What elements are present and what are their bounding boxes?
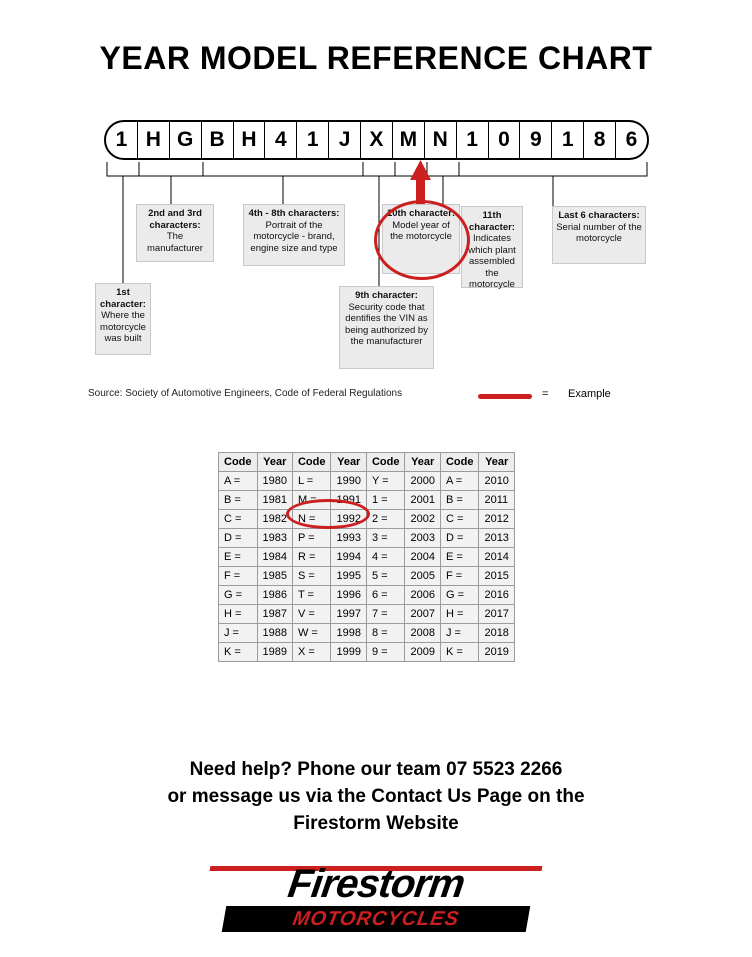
vin-char: G [170, 122, 202, 158]
cell-year-highlighted: 1991 [331, 491, 366, 510]
cell-year: 1990 [331, 472, 366, 491]
callout-first-character [95, 283, 151, 355]
cell-code: R = [292, 548, 331, 567]
cell-code: 1 = [366, 491, 405, 510]
cell-year: 1999 [331, 643, 366, 662]
cell-code: 2 = [366, 510, 405, 529]
cell-code: D = [440, 529, 479, 548]
cell-code: 9 = [366, 643, 405, 662]
cell-code: N = [292, 510, 331, 529]
cell-year: 1992 [331, 510, 366, 529]
table-row [219, 529, 515, 548]
cell-code: C = [219, 510, 258, 529]
cell-code: F = [219, 567, 258, 586]
cell-year: 1986 [257, 586, 292, 605]
cell-year: 2013 [479, 529, 514, 548]
source-note: Source: Society of Automotive Engineers, Code of Federal Regulations [88, 388, 403, 399]
cell-code-highlighted: M = [292, 491, 331, 510]
cell-code: L = [292, 472, 331, 491]
vin-char: B [202, 122, 234, 158]
cell-year: 1993 [331, 529, 366, 548]
cell-year: 2000 [405, 472, 440, 491]
logo-brand: Firestorm [285, 862, 467, 906]
cell-year: 2006 [405, 586, 440, 605]
cell-year: 1996 [331, 586, 366, 605]
cell-code: H = [219, 605, 258, 624]
help-line-1: Need help? Phone our team 07 5523 2266 [189, 759, 563, 780]
column-header: Code [292, 453, 331, 472]
callout-heading: 1st character: [100, 287, 146, 310]
vin-char: 8 [584, 122, 616, 158]
table-row [219, 643, 515, 662]
cell-year: 2008 [405, 624, 440, 643]
model-year-callout-highlight [374, 200, 470, 280]
column-header: Year [257, 453, 292, 472]
cell-year: 2002 [405, 510, 440, 529]
cell-code: J = [440, 624, 479, 643]
callout-body: Security code that dentifies the VIN as being authorized by the manufacturer [345, 301, 428, 347]
cell-code: G = [440, 586, 479, 605]
vin-char: H [234, 122, 266, 158]
cell-code: X = [292, 643, 331, 662]
callout-heading: 9th character: [355, 290, 418, 301]
table-row [219, 567, 515, 586]
cell-code: 4 = [366, 548, 405, 567]
table-header-row [219, 453, 515, 472]
column-header: Code [366, 453, 405, 472]
firestorm-logo [196, 862, 556, 936]
cell-code: V = [292, 605, 331, 624]
callout-body: Model year of the motorcycle [390, 219, 452, 242]
vin-char: 1 [106, 122, 138, 158]
logo-subtitle-bar [222, 906, 531, 932]
cell-year: 1998 [331, 624, 366, 643]
cell-year: 2014 [479, 548, 514, 567]
vin-char: 0 [489, 122, 521, 158]
callout-second-third-characters [136, 204, 214, 262]
cell-year: 2005 [405, 567, 440, 586]
cell-year: 1982 [257, 510, 292, 529]
cell-year: 2012 [479, 510, 514, 529]
year-code-table [218, 452, 515, 662]
legend-example-line [478, 394, 532, 399]
vin-char: 4 [265, 122, 297, 158]
cell-code: D = [219, 529, 258, 548]
cell-code: C = [440, 510, 479, 529]
help-text [0, 756, 752, 837]
callout-body: Serial number of the motorcycle [556, 221, 642, 244]
vin-char: J [329, 122, 361, 158]
column-header: Code [219, 453, 258, 472]
cell-year: 1988 [257, 624, 292, 643]
help-line-3: Firestorm Website [293, 813, 459, 834]
cell-year: 1984 [257, 548, 292, 567]
vin-char: X [361, 122, 393, 158]
vin-char: 6 [625, 128, 638, 151]
cell-code: Y = [366, 472, 405, 491]
table-row [219, 491, 515, 510]
cell-year: 2019 [479, 643, 514, 662]
cell-year: 1983 [257, 529, 292, 548]
callout-last-six-characters [552, 206, 646, 264]
cell-code: J = [219, 624, 258, 643]
vin-char: 1 [552, 122, 584, 158]
cell-year: 2010 [479, 472, 514, 491]
vin-char: H [138, 122, 170, 158]
help-line-2: or message us via the Contact Us Page on the [167, 786, 585, 807]
logo-subtitle: MOTORCYCLES [291, 907, 462, 930]
table-row [219, 605, 515, 624]
cell-code: 6 = [366, 586, 405, 605]
cell-code: B = [219, 491, 258, 510]
callout-heading: 10th character: [386, 208, 456, 219]
cell-year: 1995 [331, 567, 366, 586]
legend-equals: = [542, 388, 549, 400]
cell-year: 2009 [405, 643, 440, 662]
cell-year: 2011 [479, 491, 514, 510]
vin-char: N [425, 122, 457, 158]
cell-code: K = [219, 643, 258, 662]
cell-year: 1994 [331, 548, 366, 567]
column-header: Code [440, 453, 479, 472]
table-row [219, 548, 515, 567]
table-row [219, 624, 515, 643]
cell-year: 2001 [405, 491, 440, 510]
cell-year: 1981 [257, 491, 292, 510]
vin-char: 1 [297, 122, 329, 158]
cell-code: 8 = [366, 624, 405, 643]
cell-year: 1980 [257, 472, 292, 491]
cell-year: 1987 [257, 605, 292, 624]
cell-year: 1985 [257, 567, 292, 586]
cell-code: 7 = [366, 605, 405, 624]
cell-code: 3 = [366, 529, 405, 548]
year-code-highlight [286, 499, 370, 529]
cell-year: 1997 [331, 605, 366, 624]
cell-code: F = [440, 567, 479, 586]
cell-year: 2004 [405, 548, 440, 567]
callout-body: Where the motorcycle was built [100, 310, 146, 344]
cell-code: W = [292, 624, 331, 643]
cell-code: H = [440, 605, 479, 624]
column-header: Year [479, 453, 514, 472]
cell-year: 2016 [479, 586, 514, 605]
cell-code: 5 = [366, 567, 405, 586]
vin-char: 9 [520, 122, 552, 158]
callout-body: The manufacturer [147, 231, 203, 254]
callout-eleventh-character [461, 206, 523, 288]
cell-year: 2018 [479, 624, 514, 643]
callout-heading: 2nd and 3rd characters: [148, 208, 202, 231]
table-row [219, 472, 515, 491]
callout-heading: Last 6 characters: [558, 210, 640, 221]
cell-code: S = [292, 567, 331, 586]
legend-label: Example [568, 388, 611, 400]
cell-code: P = [292, 529, 331, 548]
vin-char-model-year: M [393, 122, 425, 158]
callout-body: Portrait of the motorcycle - brand, engine size and type [250, 219, 338, 254]
cell-code: E = [440, 548, 479, 567]
cell-code: A = [440, 472, 479, 491]
callout-ninth-character [339, 286, 434, 369]
page-title: YEAR MODEL REFERENCE CHART [99, 40, 653, 76]
vin-char: 1 [457, 122, 489, 158]
cell-code: G = [219, 586, 258, 605]
cell-code: B = [440, 491, 479, 510]
cell-year: 2007 [405, 605, 440, 624]
callout-heading: 4th - 8th characters: [248, 208, 340, 219]
cell-year: 2003 [405, 529, 440, 548]
cell-code: E = [219, 548, 258, 567]
column-header: Year [405, 453, 440, 472]
cell-code: K = [440, 643, 479, 662]
cell-year: 2015 [479, 567, 514, 586]
column-header: Year [331, 453, 366, 472]
cell-year: 1989 [257, 643, 292, 662]
callout-fourth-eighth-characters [243, 204, 345, 266]
callout-body: Indicates which plant assembled the motorcycle [468, 233, 516, 290]
vin-character-box [104, 120, 649, 160]
cell-code: A = [219, 472, 258, 491]
table-row [219, 586, 515, 605]
cell-year: 2017 [479, 605, 514, 624]
callout-heading: 11th character: [469, 210, 515, 233]
cell-code: T = [292, 586, 331, 605]
